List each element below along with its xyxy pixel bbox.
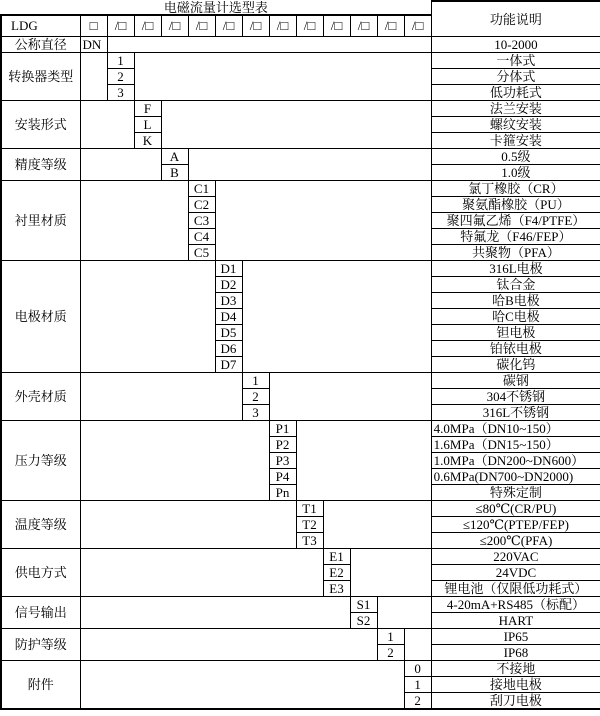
table-row [1, 373, 600, 389]
function-cell: 哈C电极 [431, 309, 600, 325]
function-cell: 分体式 [431, 69, 600, 85]
table-row [1, 629, 600, 645]
table-row [1, 149, 600, 165]
function-cell: 316L电极 [431, 261, 600, 277]
table-row [1, 53, 600, 69]
model-code-box: /□ [161, 15, 188, 37]
code-cell: 2 [404, 693, 431, 710]
table-row [1, 549, 600, 565]
spacer-cell [80, 661, 404, 710]
model-code-box: /□ [107, 15, 134, 37]
section-label: 供电方式 [1, 549, 80, 597]
function-cell: 0.6MPa(DN700~DN2000) [431, 469, 600, 485]
code-cell: 2 [107, 69, 134, 85]
model-code-box: /□ [404, 15, 431, 37]
section-label: 衬里材质 [1, 181, 80, 261]
code-cell: D3 [215, 293, 242, 309]
code-cell: C2 [188, 197, 215, 213]
spacer-cell [80, 421, 269, 501]
table-row [1, 101, 600, 117]
function-cell: 碳钢 [431, 373, 600, 389]
function-cell: 一体式 [431, 53, 600, 69]
code-cell: P4 [269, 469, 296, 485]
code-cell: C5 [188, 245, 215, 261]
spacer-cell [80, 501, 296, 549]
code-cell: D5 [215, 325, 242, 341]
model-code-box: /□ [323, 15, 350, 37]
function-cell: 卡箍安装 [431, 133, 600, 149]
function-cell: ≤200℃(PFA) [431, 533, 600, 549]
model-code-box: /□ [134, 15, 161, 37]
function-cell: IP65 [431, 629, 600, 645]
function-cell: 螺纹安装 [431, 117, 600, 133]
section-label: 精度等级 [1, 149, 80, 181]
function-cell: 4-20mA+RS485（标配） [431, 597, 600, 613]
model-code-box: /□ [350, 15, 377, 37]
function-cell: 1.6MPa（DN15~150） [431, 437, 600, 453]
function-cell: 特殊定制 [431, 485, 600, 501]
model-code-box: /□ [215, 15, 242, 37]
table-row [1, 501, 600, 517]
function-cell: 聚四氟乙烯（F4/PTFE） [431, 213, 600, 229]
code-cell: D6 [215, 341, 242, 357]
table-row [1, 661, 600, 677]
function-cell: 接地电极 [431, 677, 600, 693]
function-cell: 氯丁橡胶（CR） [431, 181, 600, 197]
code-cell: D1 [215, 261, 242, 277]
spacer-cell [80, 373, 242, 421]
function-cell: 刮刀电极 [431, 693, 600, 710]
model-code-box: /□ [296, 15, 323, 37]
table-row [1, 597, 600, 613]
section-label: 附件 [1, 661, 80, 710]
code-cell: C4 [188, 229, 215, 245]
function-cell: 钛合金 [431, 277, 600, 293]
function-cell: 法兰安装 [431, 101, 600, 117]
spacer-cell [323, 501, 431, 549]
function-cell: 304不锈钢 [431, 389, 600, 405]
function-cell: 0.5级 [431, 149, 600, 165]
code-cell: T2 [296, 517, 323, 533]
model-code-box: /□ [377, 15, 404, 37]
code-cell: 3 [107, 85, 134, 101]
function-cell: 1.0MPa（DN200~DN600） [431, 453, 600, 469]
code-cell: 2 [377, 645, 404, 661]
spacer-cell [80, 181, 188, 261]
code-cell: 1 [107, 53, 134, 69]
spacer-cell [404, 629, 431, 661]
section-label: 电极材质 [1, 261, 80, 373]
spacer-cell [80, 261, 215, 373]
function-cell: ≤120℃(PTEP/FEP) [431, 517, 600, 533]
spacer-cell [161, 101, 431, 149]
function-cell: 4.0MPa（DN10~150） [431, 421, 600, 437]
code-cell: D7 [215, 357, 242, 373]
function-cell: 特氟龙（F46/FEP） [431, 229, 600, 245]
code-cell: C3 [188, 213, 215, 229]
section-label: 防护等级 [1, 629, 80, 661]
code-cell: DN [80, 37, 107, 53]
code-cell: Pn [269, 485, 296, 501]
section-label: 温度等级 [1, 501, 80, 549]
code-cell: E1 [323, 549, 350, 565]
model-prefix-label: LDG [1, 15, 80, 37]
function-cell: 锂电池（仅限低功耗式） [431, 581, 600, 597]
table-row [1, 421, 600, 437]
spacer-cell [350, 549, 431, 597]
code-cell: 3 [242, 405, 269, 421]
section-label: 外壳材质 [1, 373, 80, 421]
function-cell: HART [431, 613, 600, 629]
function-cell: 10-2000 [431, 37, 600, 53]
title-row [1, 1, 600, 15]
code-cell: D2 [215, 277, 242, 293]
function-cell: 24VDC [431, 565, 600, 581]
function-cell: 低功耗式 [431, 85, 600, 101]
spacer-cell [80, 629, 377, 661]
spacer-cell [80, 597, 350, 629]
spacer-cell [80, 549, 323, 597]
model-code-box: /□ [242, 15, 269, 37]
function-cell: 碳化钨 [431, 357, 600, 373]
code-cell: S2 [350, 613, 377, 629]
spacer-cell [296, 421, 431, 501]
section-label: 信号输出 [1, 597, 80, 629]
spacer-cell [377, 597, 431, 629]
model-code-box-first: □ [80, 15, 107, 37]
function-cell: 钽电极 [431, 325, 600, 341]
code-cell: T1 [296, 501, 323, 517]
spacer-cell [107, 37, 431, 53]
code-cell: E3 [323, 581, 350, 597]
spacer-cell [215, 181, 431, 261]
function-cell: 聚氨酯橡胶（PU） [431, 197, 600, 213]
spacer-cell [242, 261, 431, 373]
spacer-cell [269, 373, 431, 421]
spacer-cell [134, 53, 431, 101]
function-cell: 1.0级 [431, 165, 600, 181]
code-cell: S1 [350, 597, 377, 613]
code-cell: A [161, 149, 188, 165]
function-cell: IP68 [431, 645, 600, 661]
function-cell: 哈B电极 [431, 293, 600, 309]
section-label: 安装形式 [1, 101, 80, 149]
table-row [1, 181, 600, 197]
table-row [1, 37, 600, 53]
model-code-box: /□ [188, 15, 215, 37]
model-code-box: /□ [269, 15, 296, 37]
code-cell: L [134, 117, 161, 133]
code-cell: P1 [269, 421, 296, 437]
code-cell: 1 [242, 373, 269, 389]
code-cell: F [134, 101, 161, 117]
function-cell: 共聚物（PFA） [431, 245, 600, 261]
code-cell: P3 [269, 453, 296, 469]
code-cell: E2 [323, 565, 350, 581]
function-cell: 不接地 [431, 661, 600, 677]
section-label: 压力等级 [1, 421, 80, 501]
spacer-cell [188, 149, 431, 181]
section-label: 转换器类型 [1, 53, 80, 101]
code-cell: B [161, 165, 188, 181]
section-label: 公称直径 [1, 37, 80, 53]
spacer-cell [80, 53, 107, 101]
code-cell: 0 [404, 661, 431, 677]
code-cell: 1 [404, 677, 431, 693]
table-title: 电磁流量计选型表 [1, 1, 431, 15]
function-cell: 316L不锈钢 [431, 405, 600, 421]
spacer-cell [80, 149, 161, 181]
function-cell: 铂铱电极 [431, 341, 600, 357]
code-cell: T3 [296, 533, 323, 549]
spacer-cell [80, 101, 134, 149]
code-cell: C1 [188, 181, 215, 197]
code-cell: P2 [269, 437, 296, 453]
function-column-header: 功能说明 [431, 1, 600, 37]
function-cell: ≤80℃(CR/PU) [431, 501, 600, 517]
code-cell: 2 [242, 389, 269, 405]
code-cell: D4 [215, 309, 242, 325]
function-cell: 220VAC [431, 549, 600, 565]
code-cell: K [134, 133, 161, 149]
code-cell: 1 [377, 629, 404, 645]
table-row [1, 261, 600, 277]
